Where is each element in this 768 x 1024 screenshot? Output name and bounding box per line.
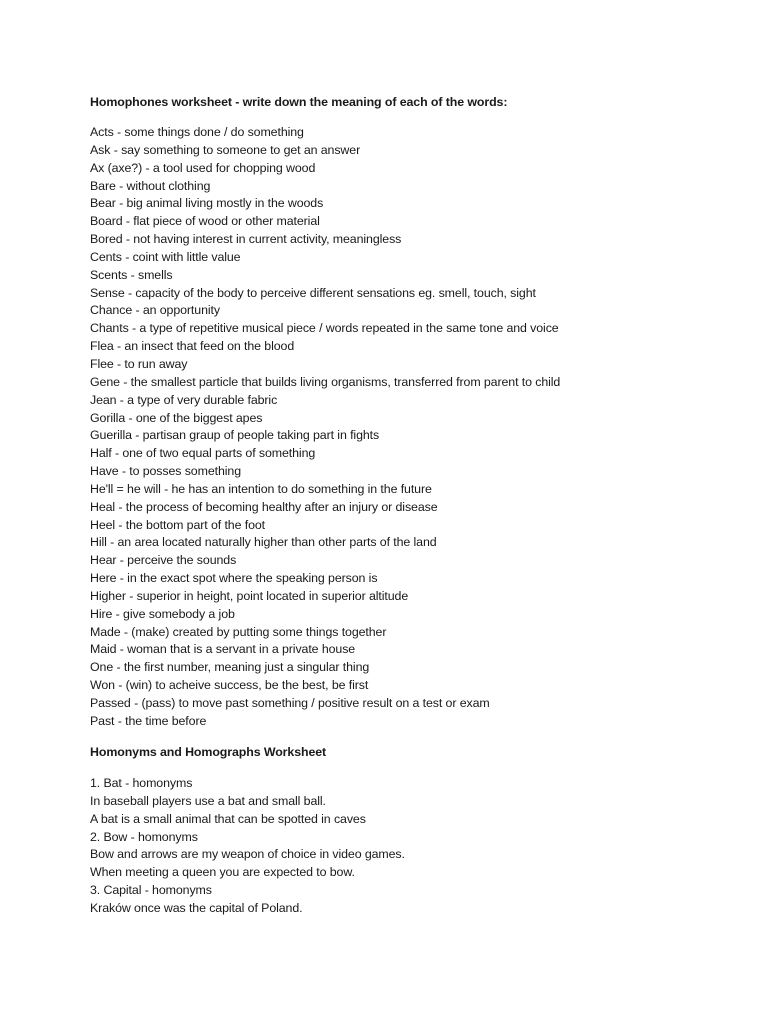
homophone-entry: Passed - (pass) to move past something / positive result on a test or exam: [90, 696, 490, 710]
document-page: [90, 0, 730, 1024]
homonym-entry: 2. Bow - homonyms: [90, 829, 198, 844]
homophone-entry: Maid - woman that is a servant in a private house: [90, 642, 356, 657]
homophone-entry: Chants - a type of repetitive musical piece / words repeated in the same tone and voice: [90, 321, 559, 336]
homophone-entry: Gene - the smallest particle that builds living organisms, transferred from parent to child: [90, 374, 561, 389]
homonym-entry: A bat is a small animal that can be spotted in caves: [90, 811, 366, 826]
homophone-entry: Made - (make) created by putting some things together: [90, 624, 387, 639]
homonym-entry: 1. Bat - homonyms: [90, 776, 193, 790]
homophone-entry: Sense - capacity of the body to perceive different sensations eg. smell, touch, sight: [90, 285, 536, 300]
homonym-entry: Kraków once was the capital of Poland.: [90, 900, 303, 915]
homophone-entry: Bear - big animal living mostly in the woods: [90, 196, 324, 211]
homophone-entry: Heel - the bottom part of the foot: [90, 517, 265, 532]
homophone-entry: Here - in the exact spot where the speaking person is: [90, 571, 378, 586]
homophone-entry: Cents - coint with little value: [90, 249, 241, 264]
homophone-entry: Scents - smells: [90, 267, 173, 282]
homophone-entry: Bored - not having interest in current activity, meaningless: [90, 232, 402, 247]
homophone-entry: He'll = he will - he has an intention to do something in the future: [90, 481, 432, 496]
homophone-entry: Chance - an opportunity: [90, 303, 220, 318]
homophone-entry: Hire - give somebody a job: [90, 606, 235, 621]
homonyms-list: [90, 775, 730, 918]
homophone-entry: Acts - some things done / do something: [90, 125, 304, 139]
homophone-entry: Ask - say something to someone to get an answer: [90, 142, 361, 157]
homonyms-heading: Homonyms and Homographs Worksheet: [90, 745, 327, 759]
homophone-entry: Flee - to run away: [90, 356, 188, 371]
homophone-entry: Higher - superior in height, point located in superior altitude: [90, 588, 409, 603]
homophone-entry: Ax (axe?) - a tool used for chopping wood: [90, 160, 316, 175]
homophone-entry: One - the first number, meaning just a singular thing: [90, 660, 370, 675]
homophone-entry: Hear - perceive the sounds: [90, 553, 237, 568]
homonym-entry: In baseball players use a bat and small ball.: [90, 793, 326, 808]
homophone-entry: Half - one of two equal parts of something: [90, 446, 316, 461]
homophones-list: [90, 124, 730, 731]
homophone-entry: Hill - an area located naturally higher than other parts of the land: [90, 535, 437, 550]
homophone-entry: Bare - without clothing: [90, 178, 211, 193]
homophones-heading: Homophones worksheet - write down the meaning of each of the words:: [90, 95, 508, 109]
homophone-entry: Gorilla - one of the biggest apes: [90, 410, 263, 425]
homophone-entry: Heal - the process of becoming healthy after an injury or disease: [90, 499, 438, 514]
homophone-entry: Won - (win) to acheive success, be the best, be first: [90, 678, 369, 693]
homophone-entry: Have - to posses something: [90, 464, 241, 479]
homophone-entry: Guerilla - partisan graup of people taking part in fights: [90, 428, 380, 443]
homophone-entry: Jean - a type of very durable fabric: [90, 392, 278, 407]
homophone-entry: Past - the time before: [90, 713, 207, 728]
homonym-entry: Bow and arrows are my weapon of choice in video games.: [90, 847, 405, 862]
homophone-entry: Flea - an insect that feed on the blood: [90, 339, 295, 354]
homophone-entry: Board - flat piece of wood or other material: [90, 214, 320, 229]
homonym-entry: 3. Capital - homonyms: [90, 883, 212, 898]
homonym-entry: When meeting a queen you are expected to bow.: [90, 865, 355, 880]
